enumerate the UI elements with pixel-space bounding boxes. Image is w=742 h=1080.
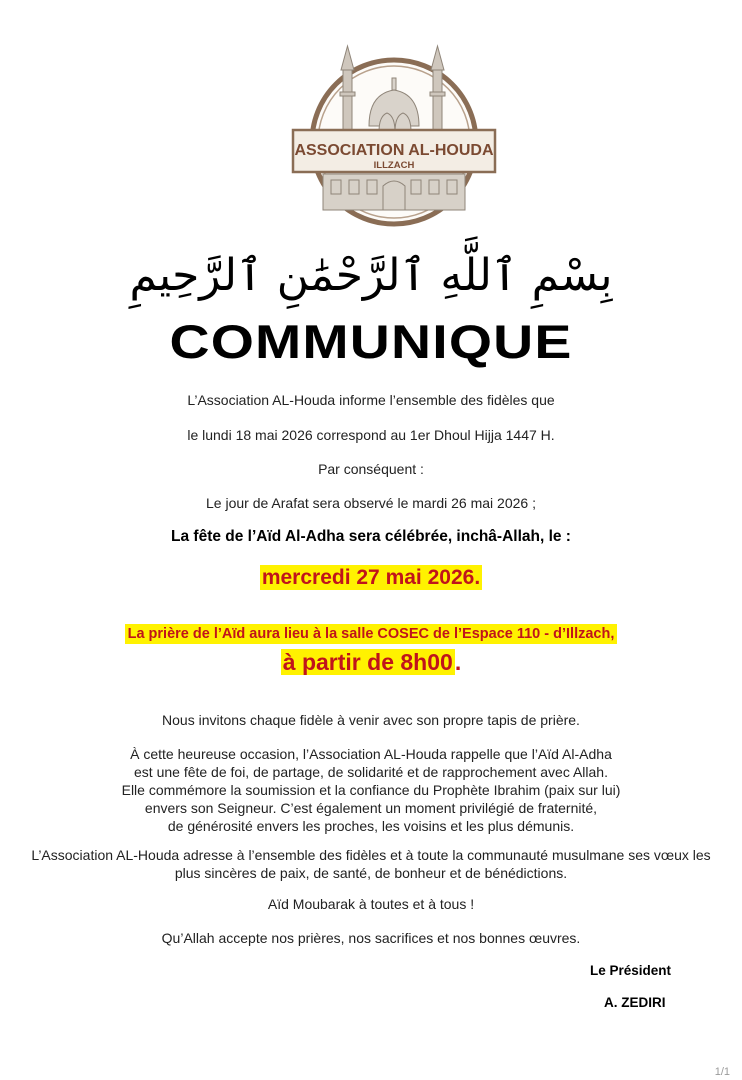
page-title: COMMUNIQUE — [169, 315, 573, 368]
prayer-time-text: à partir de 8h00 — [282, 649, 453, 675]
logo-city: ILLZACH — [373, 160, 415, 171]
occasion-paragraph — [0, 745, 742, 835]
prayer-time-suffix: . — [454, 649, 462, 675]
logo-name: ASSOCIATION AL-HOUDA — [294, 142, 494, 159]
intro-line-1: L’Association AL-Houda informe l’ensemble des fidèles que — [187, 392, 555, 408]
intro-line-3: Par conséquent : — [318, 461, 424, 477]
signature-name: A. ZEDIRI — [604, 995, 666, 1010]
occasion-line: À cette heureuse occasion, l’Association AL-Houda rappelle que l’Aïd Al-Adha — [130, 746, 612, 762]
invite-text: Nous invitons chaque fidèle à venir avec son propre tapis de prière. — [162, 712, 580, 728]
occasion-line: de générosité envers les proches, les voisins et les plus démunis. — [167, 818, 575, 834]
association-logo — [283, 38, 505, 230]
prayer-venue: La prière de l’Aïd aura lieu à la salle COSEC de l’Espace 110 - d’Illzach, — [125, 624, 618, 644]
prayer-time — [281, 649, 455, 675]
occasion-line: Elle commémore la soumission et la confiance du Prophète Ibrahim (paix sur lui) — [121, 782, 621, 798]
signature-role: Le Président — [590, 963, 672, 978]
prayer-time-line — [0, 648, 742, 680]
greeting: Aïd Moubarak à toutes et à tous ! — [267, 896, 475, 912]
eid-date — [260, 565, 482, 590]
wishes-line: L’Association AL-Houda adresse à l’ensemble des fidèles et à toute la communauté musulmane ses vœux les — [31, 847, 711, 863]
date-line — [0, 564, 742, 594]
wishes-paragraph — [0, 846, 742, 882]
page-number: 1/1 — [714, 1066, 730, 1078]
prayer-wish: Qu’Allah accepte nos prières, nos sacrifices et nos bonnes œuvres. — [161, 930, 581, 946]
intro-line-2: le lundi 18 mai 2026 correspond au 1er Dhoul Hijja 1447 H. — [187, 427, 555, 443]
eid-date-text: mercredi 27 mai 2026 — [261, 566, 475, 589]
eid-date-suffix: . — [474, 566, 481, 589]
prayer-venue-line — [0, 624, 742, 644]
occasion-line: est une fête de foi, de partage, de solidarité et de rapprochement avec Allah. — [134, 764, 608, 780]
occasion-line: envers son Seigneur. C’est également un moment privilégié de fraternité, — [144, 800, 598, 816]
basmala: بِسْمِ ٱللَّهِ ٱلرَّحْمَٰنِ ٱلرَّحِيمِ — [129, 250, 613, 301]
intro-line-4: Le jour de Arafat sera observé le mardi 26 mai 2026 ; — [206, 495, 536, 511]
wishes-line: plus sincères de paix, de santé, de bonheur et de bénédictions. — [174, 865, 568, 881]
announcement: La fête de l’Aïd Al-Adha sera célébrée, inchâ-Allah, le : — [171, 528, 571, 545]
mosque-emblem-icon — [283, 38, 505, 230]
